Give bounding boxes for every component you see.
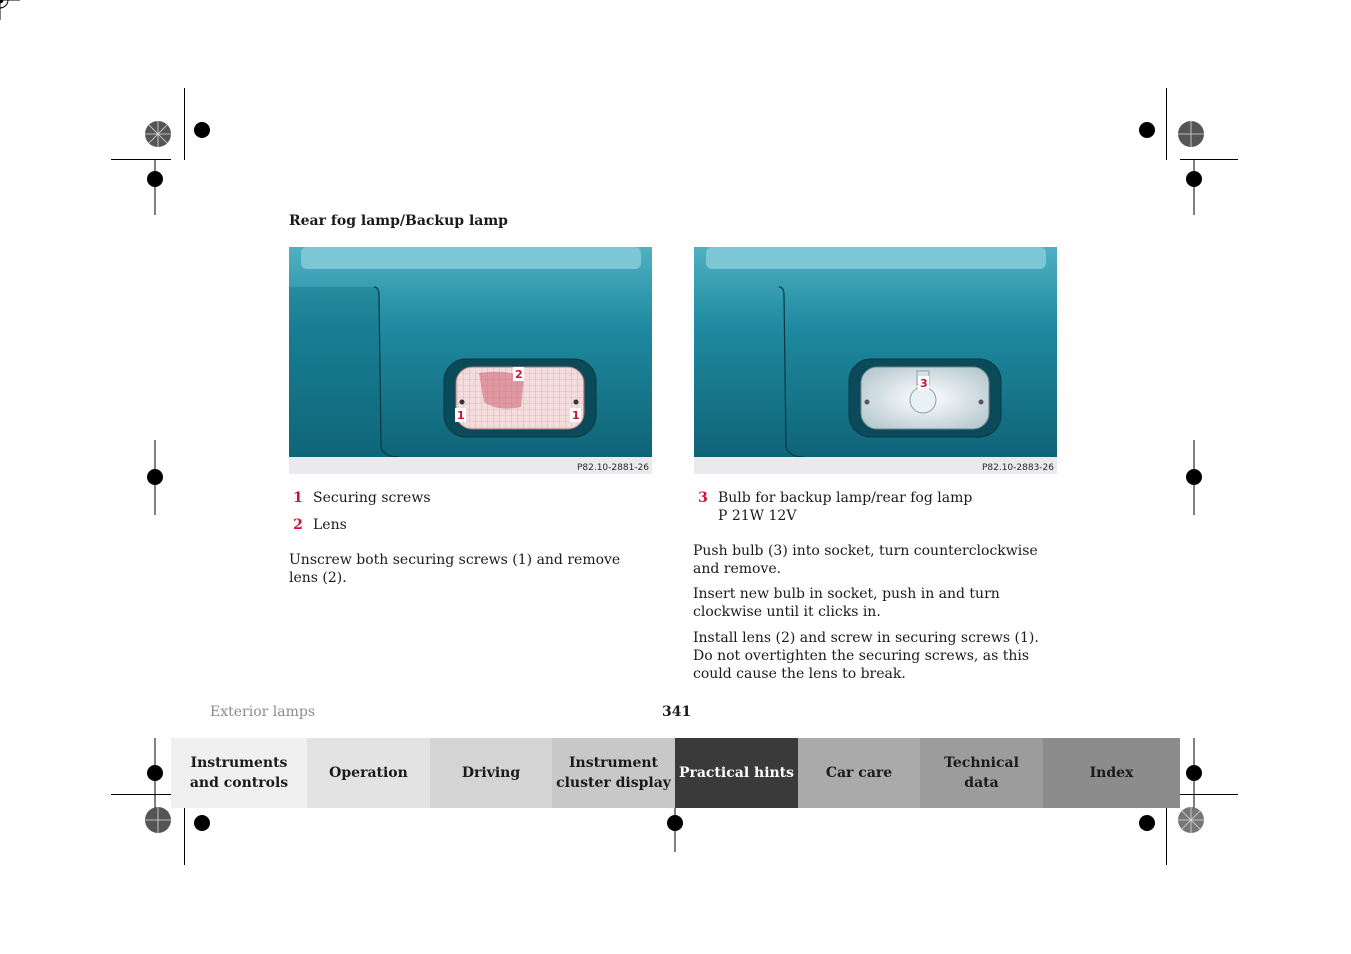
figure-fog-lamp-lens [289, 247, 652, 474]
instruction-warning: Do not overtighten the securing screws, as this could cause the lens to break. [693, 648, 1030, 682]
tab-instruments-and-controls[interactable]: Instruments and controls [171, 738, 307, 808]
footer-section-label: Exterior lamps [210, 704, 316, 720]
callout-1-right: 1 [572, 409, 580, 422]
tab-car-care[interactable]: Car care [798, 738, 920, 808]
page-number: 341 [662, 704, 692, 720]
section-title: Rear fog lamp/Backup lamp [289, 213, 508, 229]
tab-practical-hints[interactable]: Practical hints [675, 738, 798, 808]
tab-index[interactable]: Index [1043, 738, 1180, 808]
instruction-step-3: Install lens (2) and screw in securing screws (1). [693, 630, 1039, 646]
figure-code: P82.10-2883-26 [981, 463, 1054, 473]
legend-item: 1 Securing screws [293, 490, 431, 506]
legend-left [289, 489, 431, 534]
tab-instrument-cluster-display[interactable]: Instrument cluster display [552, 738, 675, 808]
tab-driving[interactable]: Driving [430, 738, 552, 808]
instruction-step-2: Insert new bulb in socket, push in and turn clockwise until it clicks in. [693, 586, 1000, 620]
legend-item: 2 Lens [293, 517, 347, 533]
figure-backup-bulb [694, 247, 1057, 474]
chapter-tabs [171, 738, 1180, 808]
callout-1-left: 1 [457, 409, 465, 422]
instruction-left: Unscrew both securing screws (1) and remove lens (2). [289, 552, 621, 586]
legend-item: 3 Bulb for backup lamp/rear fog lamp P 21W 12V [698, 490, 973, 524]
instruction-step-1: Push bulb (3) into socket, turn counterclockwise and remove. [693, 543, 1038, 577]
callout-3: 3 [920, 377, 928, 390]
tab-technical-data[interactable]: Technical data [920, 738, 1043, 808]
figure-code: P82.10-2881-26 [576, 463, 649, 473]
tab-operation[interactable]: Operation [307, 738, 430, 808]
legend-right [694, 489, 972, 525]
callout-2: 2 [515, 368, 523, 381]
